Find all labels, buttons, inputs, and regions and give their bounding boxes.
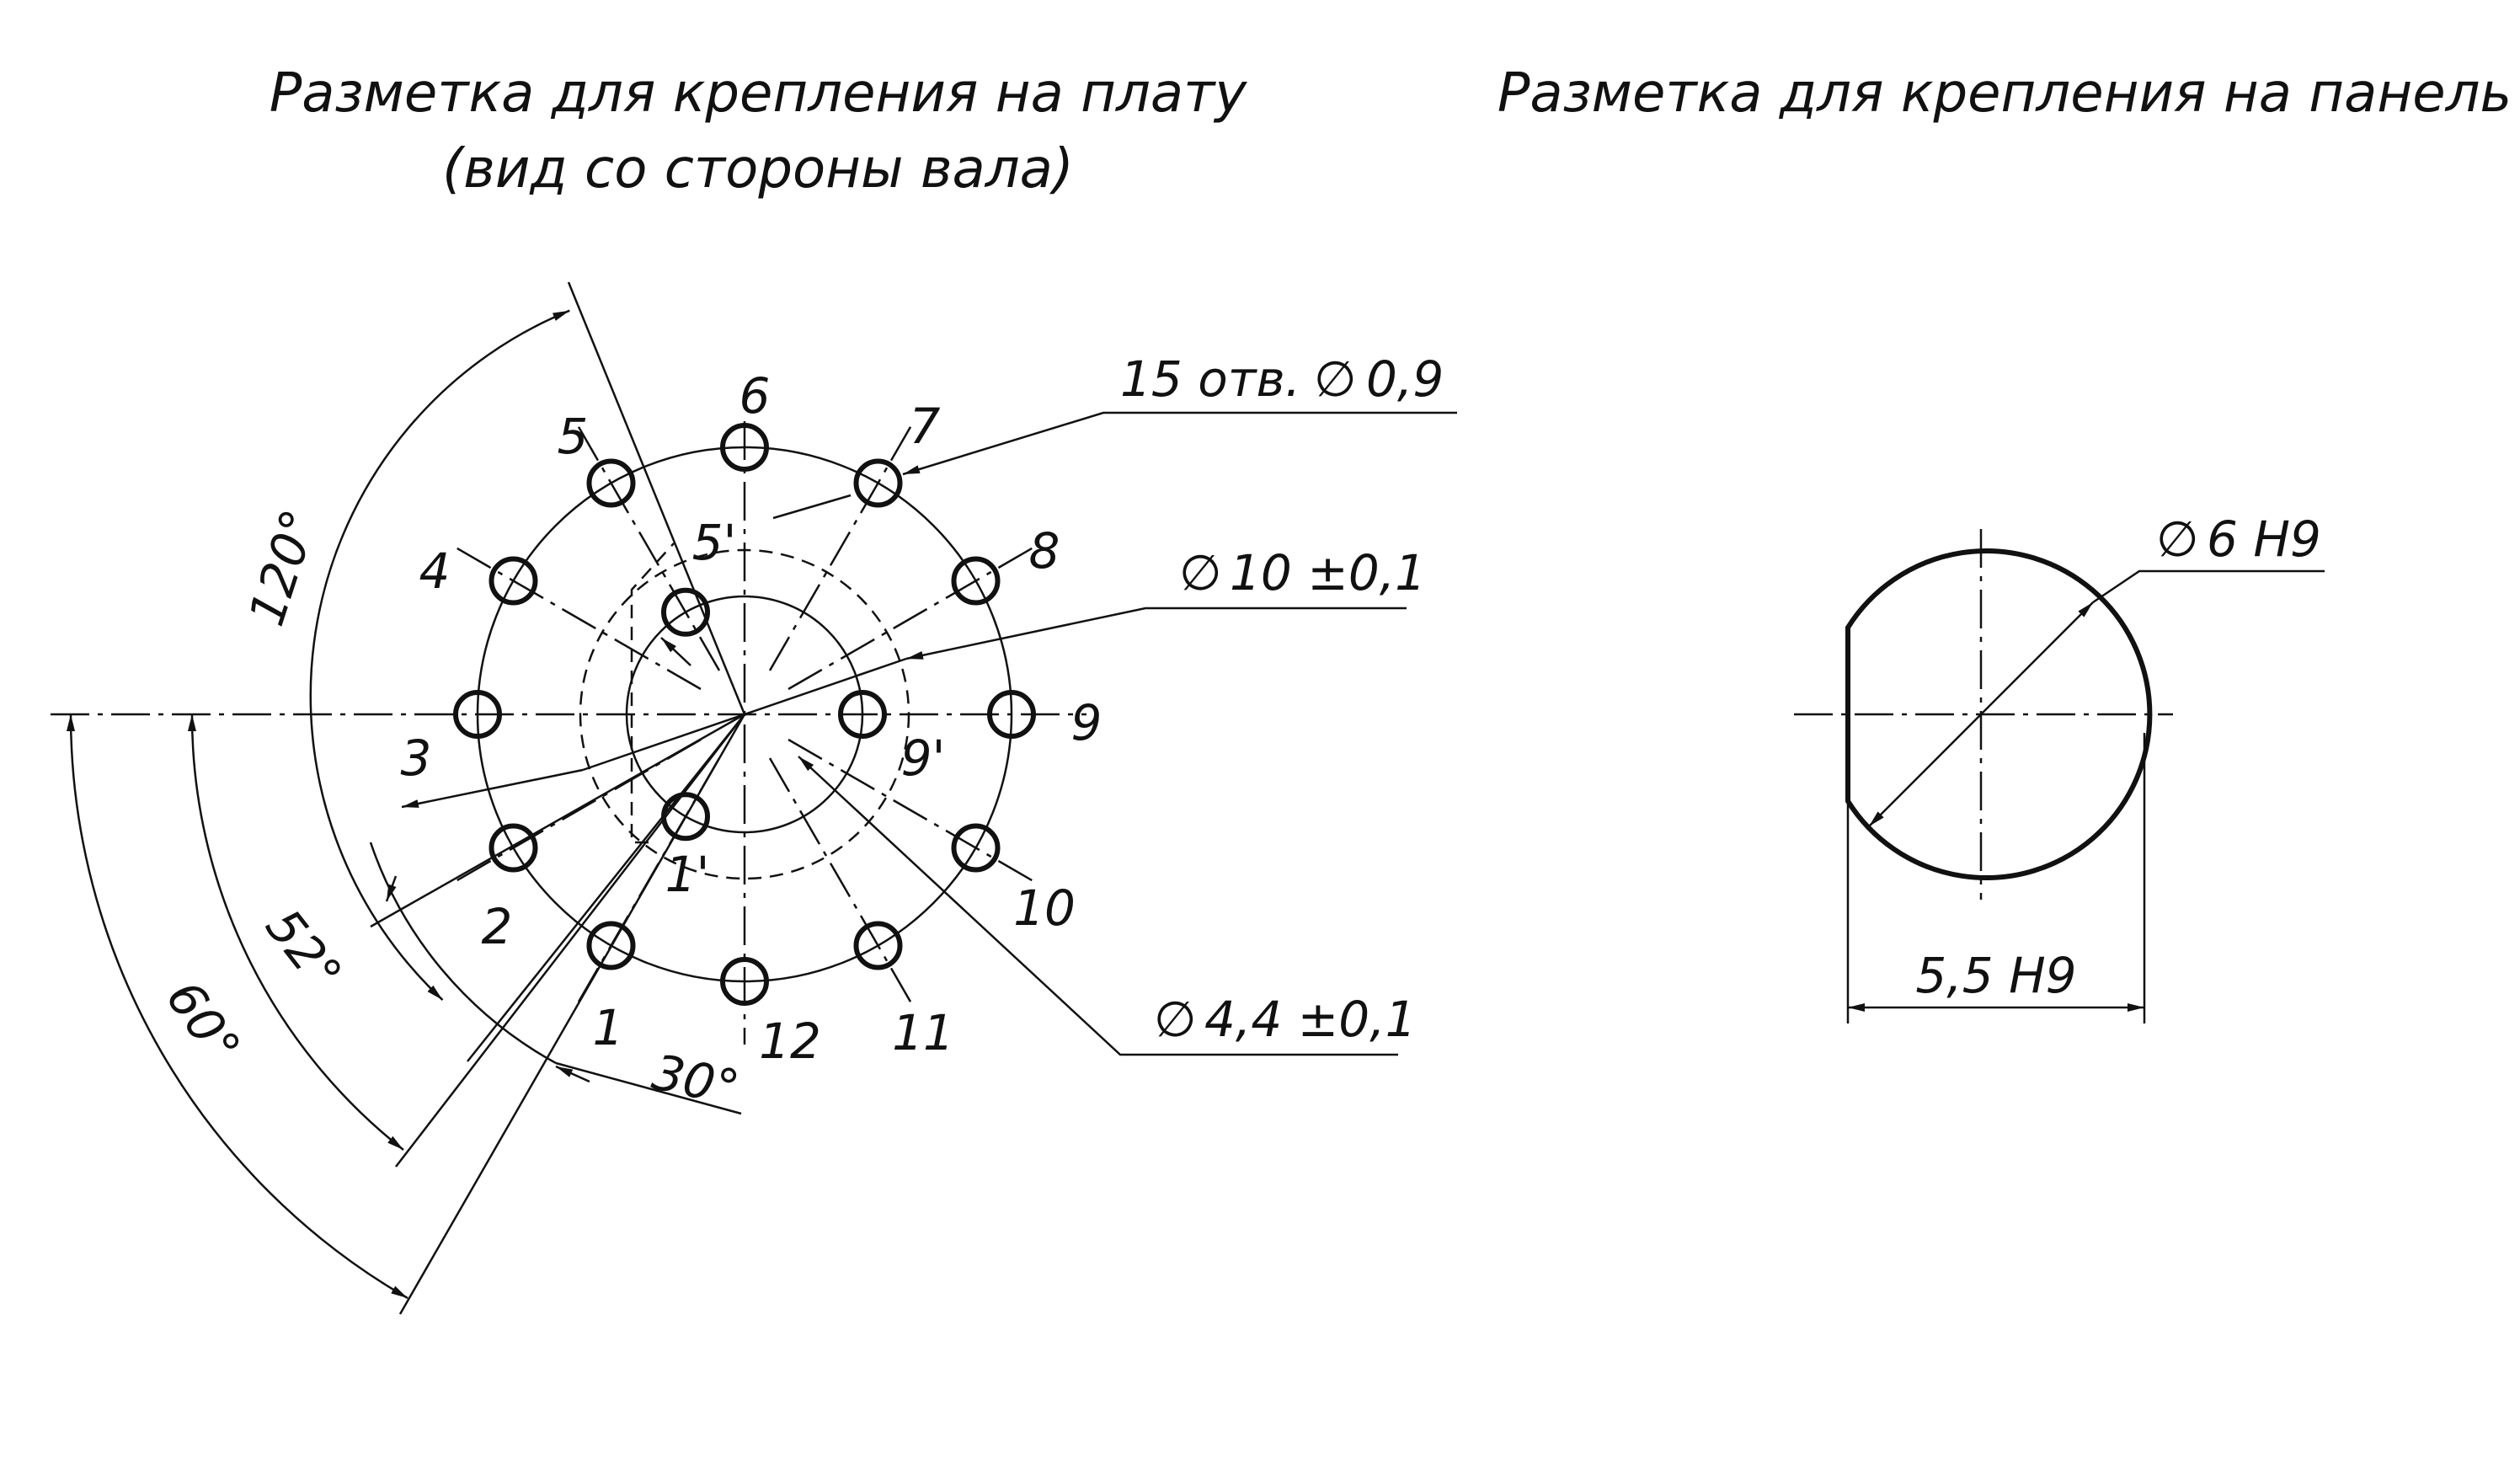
board-layout xyxy=(51,282,1457,1314)
hole-label-1: 1 xyxy=(592,999,624,1056)
hole-label-9-prime: 9' xyxy=(900,730,946,787)
callout-4-4-inner xyxy=(661,638,691,665)
hole-label-7: 7 xyxy=(909,398,941,455)
callout-holes-leader xyxy=(903,413,1457,474)
callout-holes-leader-ext xyxy=(773,495,851,518)
dim-arc-120 xyxy=(311,311,570,1000)
callout-holes-diameter: 0,9 xyxy=(1366,350,1444,408)
hole-label-6: 6 xyxy=(739,367,771,425)
radial-line-7 xyxy=(770,425,912,671)
hole-label-10: 10 xyxy=(1013,879,1076,937)
callout-holes xyxy=(773,350,1457,518)
hole-label-5-prime: 5' xyxy=(691,514,737,571)
title-board-line2: (вид со стороны вала) xyxy=(442,138,1074,200)
hole-label-5: 5 xyxy=(557,408,589,465)
callout-10-diameter-symbol: ∅ xyxy=(1179,544,1222,601)
title-board-line1: Разметка для крепления на плату xyxy=(269,62,1247,125)
flat-dim-text: 5,5 H9 xyxy=(1915,947,2077,1004)
hole-label-1-prime: 1' xyxy=(665,846,710,903)
radial-line-8 xyxy=(788,548,1034,690)
callout-holes-diameter-symbol: ∅ xyxy=(1314,350,1357,408)
shaft-diameter-symbol: ∅ xyxy=(2156,510,2199,568)
panel-layout xyxy=(1794,510,2325,1023)
outer-hole-labels xyxy=(401,367,1102,1070)
dim-text-30: 30° xyxy=(647,1043,745,1118)
dim-text-52: 52° xyxy=(254,898,354,1002)
ext-line-60 xyxy=(400,714,745,1314)
title-panel: Разметка для крепления на панель xyxy=(1497,62,2512,125)
dim-text-60: 60° xyxy=(155,970,252,1075)
callout-diameter-4-4 xyxy=(661,638,1417,1055)
dim-arc-60 xyxy=(71,714,408,1298)
callout-4-4-text: 4,4 ±0,1 xyxy=(1204,991,1417,1048)
hole-label-3: 3 xyxy=(400,730,432,787)
dim-text-120: 120° xyxy=(238,502,328,633)
shaft-diameter-leader xyxy=(2093,571,2325,602)
hole-label-8: 8 xyxy=(1028,522,1060,580)
inner-hole-labels xyxy=(665,514,946,903)
callout-holes-text: 15 отв. xyxy=(1120,350,1301,408)
callout-10-text: 10 ±0,1 xyxy=(1230,544,1427,601)
hole-label-12: 12 xyxy=(759,1013,821,1070)
hole-label-9: 9 xyxy=(1070,694,1102,751)
shaft-diameter-text: 6 H9 xyxy=(2207,510,2321,568)
callout-10-leader xyxy=(906,608,1407,659)
hole-label-4: 4 xyxy=(419,542,451,600)
hole-label-11: 11 xyxy=(892,1004,954,1061)
hole-label-2: 2 xyxy=(481,898,513,955)
callout-4-4-diameter-symbol: ∅ xyxy=(1154,991,1197,1048)
